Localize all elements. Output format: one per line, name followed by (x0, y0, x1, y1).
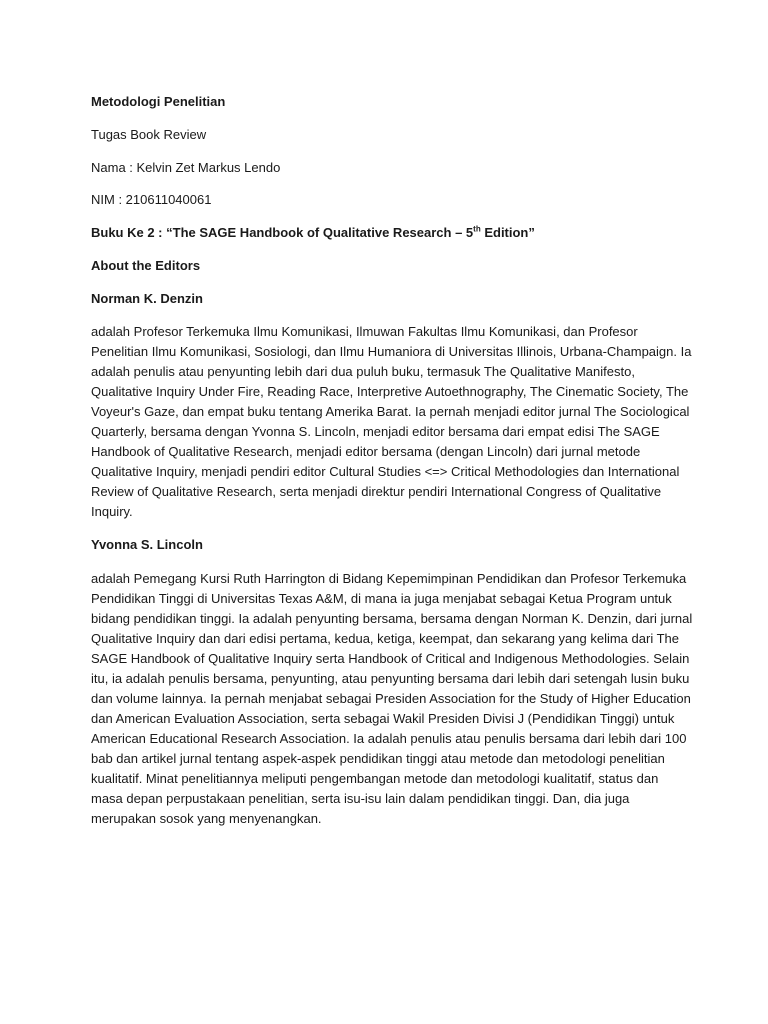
bio-line: itu, ia adalah penulis bersama, penyunting, atau penyunting bersama dari lebih dari setengah lusin buku (91, 671, 690, 686)
bio-line: masa depan perpustakaan penelitian, serta isu-isu lain dalam pendidikan tinggi. Dan, dia juga (91, 791, 630, 806)
editor-name: Norman K. Denzin (91, 291, 203, 306)
bio-line: Qualitative Inquiry, menjadi pendiri editor Cultural Studies <=> Critical Methodologies dan International (91, 464, 680, 479)
bio-line: dan American Evaluation Association, serta sebagai Wakil Presiden Divisi J (Pendidikan Tinggi) untuk (91, 711, 675, 726)
editor-bio (91, 569, 693, 829)
book-title-suffix: Edition” (480, 225, 535, 240)
book-title-prefix: Buku Ke 2 : “The SAGE Handbook of Qualitative Research – 5 (91, 225, 474, 240)
student-name: Nama : Kelvin Zet Markus Lendo (91, 160, 281, 175)
student-nim: NIM : 210611040061 (91, 192, 212, 207)
editor-name: Yvonna S. Lincoln (91, 537, 203, 552)
book-title-sup: th (473, 224, 481, 234)
bio-line: Inquiry. (91, 504, 133, 519)
book-title (91, 225, 535, 241)
bio-line: adalah Profesor Terkemuka Ilmu Komunikasi, Ilmuwan Fakultas Ilmu Komunikasi, dan Profesor (91, 324, 638, 339)
bio-line: Voyeur's Gaze, dan empat buku tentang Amerika Barat. Ia pernah menjadi editor jurnal The Sociological (91, 404, 690, 419)
bio-line: bab dan artikel jurnal tentang aspek-aspek pendidikan tinggi atau metode dan metodologi penelitian (91, 751, 665, 766)
bio-line: SAGE Handbook of Qualitative Inquiry serta Handbook of Critical and Indigenous Methodologies. Selain (91, 651, 690, 666)
bio-line: kualitatif. Minat penelitiannya meliputi pengembangan metode dan metodologi kualitatif, status dan (91, 771, 659, 786)
editor-bio (91, 322, 692, 522)
about-heading: About the Editors (91, 258, 201, 273)
bio-line: Penelitian Ilmu Komunikasi, Sosiologi, dan Ilmu Humaniora di Universitas Illinois, Urbana-Champaign. Ia (91, 344, 692, 359)
bio-line: dan volume lainnya. Ia pernah menjabat sebagai Presiden Association for the Study of Higher Education (91, 691, 691, 706)
doc-title: Metodologi Penelitian (91, 94, 226, 109)
bio-line: Qualitative Inquiry Under Fire, Reading Race, Interpretive Autoethnography, The Cinematic Society, The (91, 384, 689, 399)
bio-line: Handbook of Qualitative Research, menjadi editor bersama (dengan Lincoln) dari jurnal metode (91, 444, 641, 459)
bio-line: Review of Qualitative Research, serta menjadi direktur pendiri International Congress of Qualitative (91, 484, 662, 499)
bio-line: American Educational Research Association. Ia adalah penulis atau penulis bersama dari lebih dari 100 (91, 731, 687, 746)
assignment-label: Tugas Book Review (91, 127, 207, 142)
bio-line: Quarterly, bersama dengan Yvonna S. Lincoln, menjadi editor bersama dari empat edisi The SAGE (91, 424, 660, 439)
bio-line: adalah penulis atau penyunting lebih dari dua puluh buku, termasuk The Qualitative Manifesto, (91, 364, 635, 379)
bio-line: Qualitative Inquiry dan dari edisi pertama, kedua, ketiga, keempat, dan sekarang yang kelima dari The (91, 631, 679, 646)
bio-line: merupakan sosok yang menyenangkan. (91, 811, 322, 826)
bio-line: adalah Pemegang Kursi Ruth Harrington di Bidang Kepemimpinan Pendidikan dan Profesor Terkemuka (91, 571, 687, 586)
bio-line: bidang pendidikan tinggi. Ia adalah penyunting bersama, bersama dengan Norman K. Denzin, dari jurnal (91, 611, 693, 626)
bio-line: Pendidikan Tinggi di Universitas Texas A&M, di mana ia juga menjabat sebagai Ketua Program untuk (91, 591, 672, 606)
